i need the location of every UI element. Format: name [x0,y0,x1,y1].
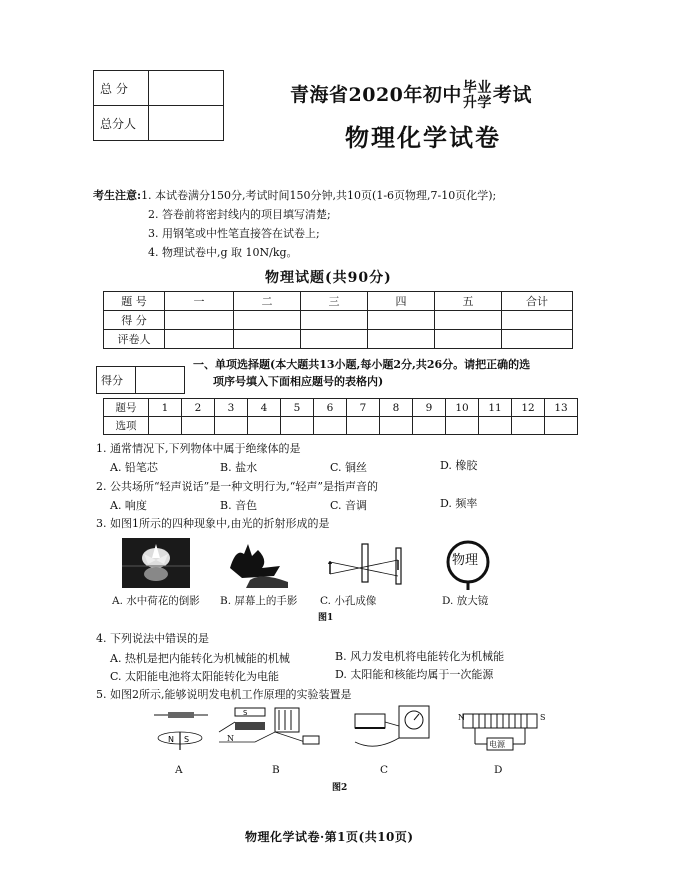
col-header-4: 四 [368,292,435,311]
q4-option-b: B. 风力发电机将电能转化为机械能 [335,650,505,663]
answer-number-1: 1 [149,399,182,417]
section1-line1: 一、单项选择题(本大题共13小题,每小题2分,共26分。请把正确的选 [193,358,531,371]
question-2-stem: 2. 公共场所“轻声说话”是一种文明行为,“轻声”是指声音的 [96,480,378,493]
compass-wire-diagram [150,704,210,754]
score-cell[interactable] [435,311,502,330]
q3-option-b: B. 屏幕上的手影 [220,595,298,607]
scorer-cell[interactable] [149,106,224,141]
notice-item-4: 4. 物理试卷中,g 取 10N/kg。 [148,246,298,259]
answer-number-5: 5 [281,399,314,417]
answer-cell-12[interactable] [512,417,545,435]
table-row [104,417,578,435]
answer-cell-1[interactable] [149,417,182,435]
svg-text:S: S [184,735,190,744]
answer-number-10: 10 [446,399,479,417]
answer-cell-5[interactable] [281,417,314,435]
q4-option-d: D. 太阳能和核能均属于一次能源 [335,668,494,681]
q5-option-d: D [494,764,503,776]
q3-option-d: D. 放大镜 [442,595,489,607]
section-score-box [96,366,185,394]
q3-option-c: C. 小孔成像 [320,595,377,607]
table-row [104,330,573,349]
answer-cell-7[interactable] [347,417,380,435]
exam-title [290,80,532,111]
col-header-2: 二 [234,292,301,311]
q5-option-b: B [272,764,280,776]
grader-cell[interactable] [165,330,234,349]
answer-cell-10[interactable] [446,417,479,435]
section1-heading [193,356,593,390]
answer-number-6: 6 [314,399,347,417]
magnifier-text: 物理 [452,553,479,568]
b-n-label: N [227,734,234,743]
exam-notice [93,186,496,262]
grader-cell[interactable] [234,330,301,349]
answer-cell-3[interactable] [215,417,248,435]
answer-cell-13[interactable] [545,417,578,435]
notice-item-1: 1. 本试卷满分150分,考试时间150分钟,共10页(1-6页物理,7-10页化学); [141,189,497,202]
grader-cell[interactable] [368,330,435,349]
exam-subtitle: 物理化学试卷 [345,123,501,152]
q5-option-c: C [380,764,389,776]
question-5-stem: 5. 如图2所示,能够说明发电机工作原理的实验装置是 [96,688,352,701]
q1-option-b: B. 盐水 [220,461,258,474]
score-cell[interactable] [165,311,234,330]
q2-option-c: C. 音调 [330,499,368,512]
notice-item-2: 2. 答卷前将密封线内的项目填写清楚; [148,208,331,221]
col-header-5: 五 [435,292,502,311]
score-box [93,70,224,141]
section-score-label: 得分 [97,367,136,394]
answer-table [103,398,578,435]
section-score-cell[interactable] [136,367,185,394]
hand-shadow-image [222,538,292,588]
notice-head: 考生注意: [93,189,142,202]
answer-row-label-option: 选项 [104,417,149,435]
answer-number-2: 2 [182,399,215,417]
q2-option-b: B. 音色 [220,499,258,512]
title-stack [463,81,492,111]
answer-number-12: 12 [512,399,545,417]
score-cell[interactable] [368,311,435,330]
physics-section-title: 物理试题(共90分) [265,270,392,286]
answer-cell-9[interactable] [413,417,446,435]
table-row [104,292,573,311]
score-table [103,291,573,349]
row-header-number: 题 号 [104,292,165,311]
q3-option-a: A. 水中荷花的倒影 [112,595,200,607]
d-n-label: N [458,713,465,722]
d-s-label: S [540,713,546,722]
figure-1-caption: 图1 [318,613,334,623]
score-cell[interactable] [502,311,573,330]
power-label: 电源 [489,740,505,749]
answer-cell-2[interactable] [182,417,215,435]
title-stack-top: 毕业 [462,80,492,96]
title-suffix: 考试 [492,84,532,106]
total-score-label: 总 分 [94,71,149,106]
col-header-total: 合计 [502,292,573,311]
answer-number-11: 11 [479,399,512,417]
question-1-stem: 1. 通常情况下,下列物体中属于绝缘体的是 [96,442,301,455]
row-header-grader: 评卷人 [104,330,165,349]
figure-2-caption: 图2 [332,783,348,793]
svg-text:N: N [168,735,174,744]
col-header-1: 一 [165,292,234,311]
q1-option-a: A. 铅笔芯 [110,461,158,474]
col-header-3: 三 [301,292,368,311]
table-row [104,399,578,417]
scorer-label: 总分人 [94,106,149,141]
answer-cell-11[interactable] [479,417,512,435]
answer-number-4: 4 [248,399,281,417]
section1-line2: 项序号填入下面相应题号的表格内) [213,375,384,388]
grader-cell[interactable] [502,330,573,349]
answer-cell-4[interactable] [248,417,281,435]
title-prefix: 青海省2020年初中 [290,84,462,106]
table-row [104,311,573,330]
q1-option-c: C. 铜丝 [330,461,368,474]
galvanometer-diagram [345,702,433,756]
q2-option-a: A. 响度 [110,499,147,512]
answer-number-13: 13 [545,399,578,417]
q4-option-c: C. 太阳能电池将太阳能转化为电能 [110,670,280,683]
score-cell[interactable] [301,311,368,330]
answer-row-label-number: 题号 [104,399,149,417]
answer-number-3: 3 [215,399,248,417]
q1-option-d: D. 橡胶 [440,459,478,472]
lotus-reflection-image [122,538,190,588]
pinhole-camera-image [320,540,415,588]
question-3-stem: 3. 如图1所示的四种现象中,由光的折射形成的是 [96,517,330,530]
answer-number-8: 8 [380,399,413,417]
answer-number-7: 7 [347,399,380,417]
notice-item-3: 3. 用钢笔或中性笔直接答在试卷上; [148,227,320,240]
q4-option-a: A. 热机是把内能转化为机械能的机械 [110,652,290,665]
q2-option-d: D. 频率 [440,497,478,510]
page-footer: 物理化学试卷·第1页(共10页) [245,830,414,844]
question-4-stem: 4. 下列说法中错误的是 [96,632,209,645]
row-header-score: 得 分 [104,311,165,330]
total-score-cell[interactable] [149,71,224,106]
grader-cell[interactable] [301,330,368,349]
answer-number-9: 9 [413,399,446,417]
answer-cell-8[interactable] [380,417,413,435]
svg-text:S: S [243,709,248,717]
q5-option-a: A [175,764,183,776]
score-cell[interactable] [234,311,301,330]
answer-cell-6[interactable] [314,417,347,435]
title-stack-bottom: 升学 [462,95,492,111]
grader-cell[interactable] [435,330,502,349]
motor-setup-diagram [215,702,325,754]
